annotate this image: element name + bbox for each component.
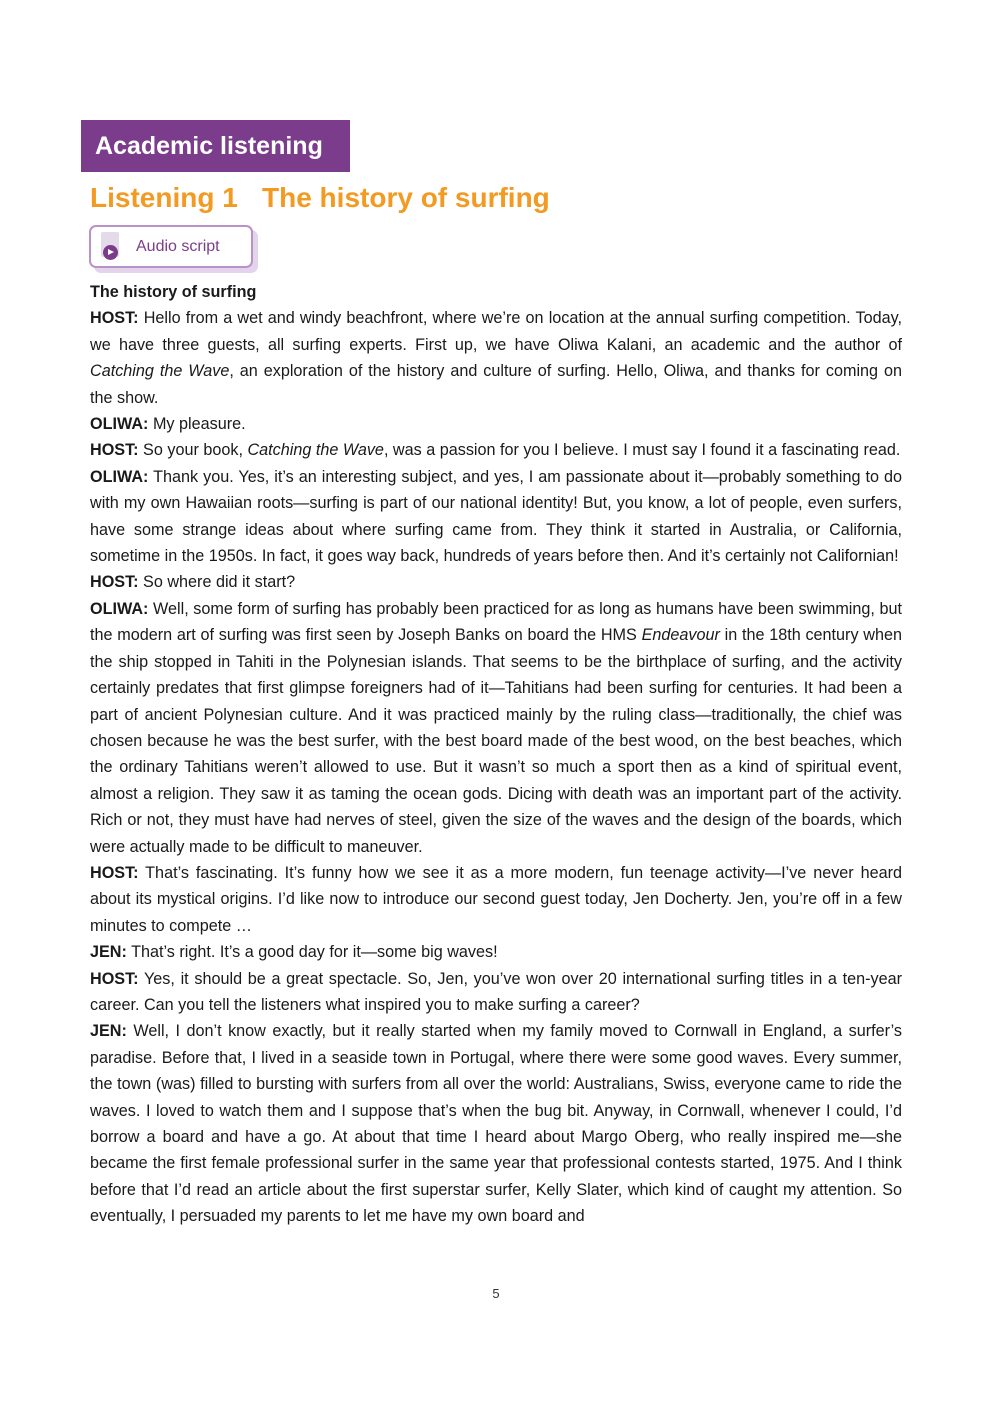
speaker-label: HOST: [90,969,139,988]
dialogue-text: , an exploration of the history and culture of surfing. Hello, Oliwa, and thanks for coming on the show. [90,362,902,407]
dialogue-line [90,437,902,463]
dialogue-text: , was a passion for you I believe. I must say I found it a fascinating read. [383,441,901,460]
audio-script-body [90,279,902,1230]
dialogue-text: That’s fascinating. It’s funny how we see it as a more modern, fun teenage activity—I’ve never heard about its mystical origins. I’d like now to introduce our second guest today, Jen Docherty. Jen, you’re off in a few minutes to compete … [90,863,902,935]
speaker-label: HOST: [90,309,139,328]
dialogue-line [90,464,902,570]
dialogue-text: Yes, it should be a great spectacle. So, Jen, you’ve won over 20 international surfing titles in a ten-year career. Can you tell the listeners what inspired you to make surfing a career? [90,969,902,1014]
dialogue-text: Well, some form of surfing has probably been practiced for as long as humans have been swimming, but the modern art of surfing was first seen by Joseph Banks on board the HMS [90,599,902,645]
dialogue-text: Well, I don’t know exactly, but it really started when my family moved to Cornwall in England, a surfer’s paradise. Before that, I lived in a seaside town in Portugal, where there were some good waves. Every summer, the town (was) filled to bursting with surfers from all over the world: Australians, Swiss, everyone came to ride the waves. I loved to watch them and I suppose that’s when the bug bit. Anyway, in Cornwall, whenever I could, I’d borrow a board and have a go. At about that time I heard about Margo Oberg, who really inspired me—she became the first female professional surfer in the same year that professional contests started, 1975. And I think before that I’d read an article about the first superstar surfer, Kelly Slater, which kind of caught my attention. So eventually, I persuaded my parents to let me have my own board and [90,1022,902,1226]
section-banner: Academic listening [81,120,350,172]
dialogue-text: in the 18th century when the ship stopped in Tahiti in the Polynesian islands. That seems to be the birthplace of surfing, and the activity certainly predates that first glimpse foreigners had of it—Tahitians had been surfing for centuries. It had been a part of ancient Polynesian culture. And it was practiced mainly by the ruling class—traditionally, the chief was chosen because he was the best surfer, with the best board made of the best wood, on the best beaches, which the ordinary Tahitians weren’t allowed to use. But it wasn’t so much a sport then as a kind of spiritual event, almost a religion. They saw it as taming the ocean gods. Dicing with death was an important part of the activity. Rich or not, they must have had nerves of steel, given the size of the waves and the design of the boards, which were actually made to be difficult to maneuver. [90,626,902,856]
speaker-label: HOST: [90,863,139,882]
speaker-label: OLIWA: [90,599,149,618]
listening-number: Listening 1 [90,182,238,213]
script-heading: The history of surfing [90,283,257,301]
script-lines [90,305,902,1229]
listening-title: The history of surfing [262,182,550,213]
dialogue-text: Thank you. Yes, it’s an interesting subject, and yes, I am passionate about it—probably something to do with my own Hawaiian roots—surfing is part of our national identity! But, you know, a lot of people, even surfers, have some strange ideas about where surfing came from. They think it started in Australia, or California, sometime in the 1950s. In fact, it goes way back, hundreds of years before then. And it’s certainly not Californian! [90,467,902,566]
page-title [90,178,550,218]
audio-script-label: Audio script [136,238,220,255]
italic-title-text: Catching the Wave [247,441,384,460]
speaker-label: HOST: [90,441,139,460]
dialogue-line [90,939,902,965]
dialogue-text: So your book, [138,441,248,460]
dialogue-text: So where did it start? [138,573,296,592]
dialogue-text: That’s right. It’s a good day for it—some big waves! [126,943,498,962]
dialogue-line [90,305,902,411]
play-icon [103,245,118,260]
italic-title-text: Catching the Wave [90,362,230,381]
italic-title-text: Endeavour [641,626,720,645]
speaker-label: JEN: [90,1022,127,1041]
dialogue-line [90,411,902,437]
dialogue-line [90,1018,902,1229]
dialogue-text: My pleasure. [148,415,246,434]
dialogue-line [90,860,902,939]
speaker-label: OLIWA: [90,467,149,486]
dialogue-line [90,596,902,860]
dialogue-text: Hello from a wet and windy beachfront, where we’re on location at the annual surfing competition. Today, we have three guests, all surfing experts. First up, we have Oliwa Kalani, an academic and the author of [90,309,902,354]
audio-script-button[interactable] [89,225,253,268]
speaker-label: HOST: [90,573,139,592]
speaker-label: OLIWA: [90,415,149,434]
dialogue-line [90,966,902,1019]
speaker-label: JEN: [90,943,127,962]
page-number: 5 [492,1286,500,1301]
dialogue-line [90,569,902,595]
